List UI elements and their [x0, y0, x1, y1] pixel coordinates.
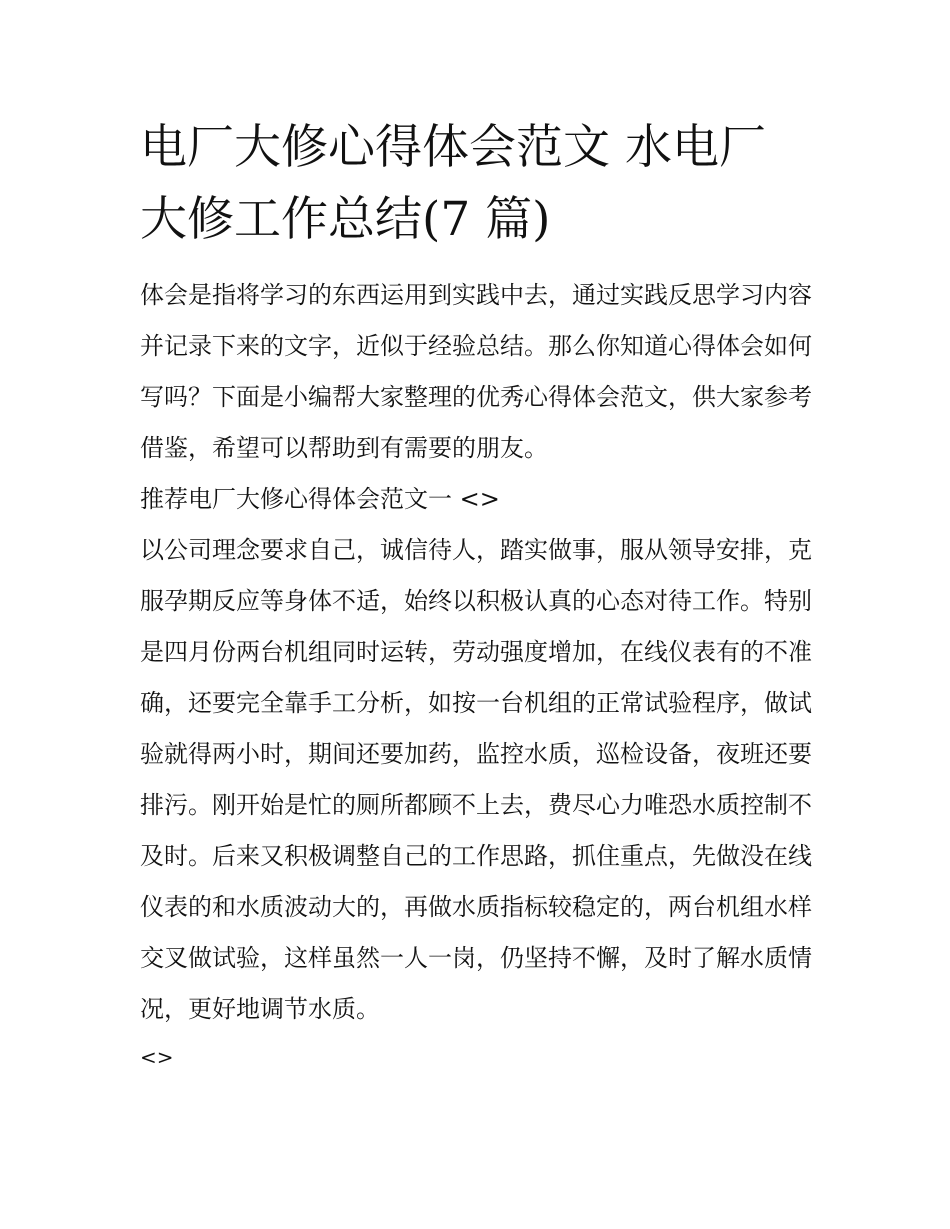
body-paragraph: 以公司理念要求自己，诚信待人，踏实做事，服从领导安排，克服孕期反应等身体不适，始终以积极认真的心态对待工作。特别是四月份两台机组同时运转，劳动强度增加，在线仪表有的不准确，还要完全靠手工分析，如按一台机组的正常试验程序，做试验就得两小时，期间还要加药，监控水质，巡检设备，夜班还要排污。刚开始是忙的厕所都顾不上去，费尽心力唯恐水质控制不及时。后来又积极调整自己的工作思路，抓住重点，先做没在线仪表的和水质波动大的，再做水质指标较稳定的，两台机组水样交叉做试验，这样虽然一人一岗，仍坚持不懈，及时了解水质情况，更好地调节水质。 [140, 536, 812, 1023]
document-page [140, 112, 812, 1079]
end-marker: <> [140, 1045, 174, 1069]
document-title: 电厂大修心得体会范文 水电厂大修工作总结(7 篇) [140, 120, 766, 247]
intro-paragraph: 体会是指将学习的东西运用到实践中去，通过实践反思学习内容并记录下来的文字，近似于经验总结。那么你知道心得体会如何写吗？下面是小编帮大家整理的优秀心得体会范文，供大家参考借鉴，希望可以帮助到有需要的朋友。 [140, 281, 812, 462]
section-heading: 推荐电厂大修心得体会范文一 <> [140, 485, 500, 513]
